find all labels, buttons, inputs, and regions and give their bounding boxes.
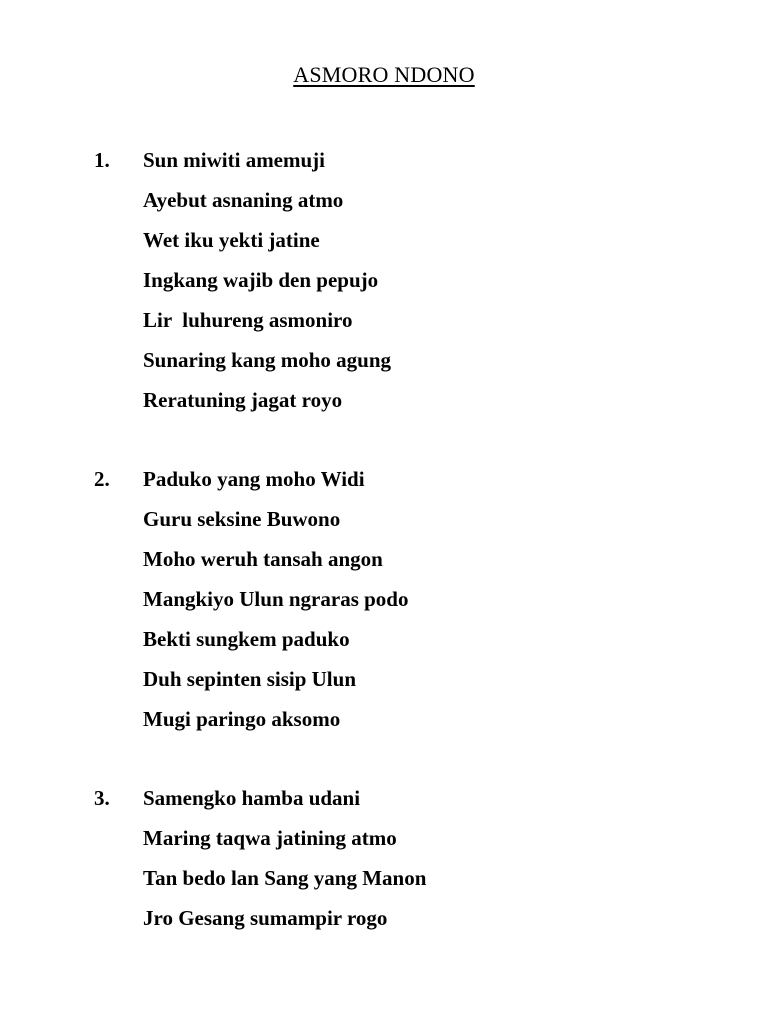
page-title: ASMORO NDONO	[293, 62, 475, 87]
verse-line: Moho weruh tansah angon	[143, 547, 383, 571]
verse-line: Mugi paringo aksomo	[143, 707, 341, 731]
verse-line: Samengko hamba udani	[143, 786, 361, 810]
verse-line: Sunaring kang moho agung	[143, 348, 392, 372]
verse-line: Tan bedo lan Sang yang Manon	[143, 866, 427, 890]
verse-line: Ayebut asnaning atmo	[143, 188, 344, 212]
verse-line: Paduko yang moho Widi	[143, 467, 365, 491]
verse-line: Mangkiyo Ulun ngraras podo	[143, 587, 409, 611]
verse-line: Ingkang wajib den pepujo	[143, 268, 379, 292]
verse-line: Maring taqwa jatining atmo	[143, 826, 397, 850]
verse-line: Wet iku yekti jatine	[143, 228, 320, 252]
stanza-number: 2.	[94, 467, 110, 491]
verse-line: Duh sepinten sisip Ulun	[143, 667, 357, 691]
stanza-number: 1.	[94, 148, 110, 172]
verse-line: Bekti sungkem paduko	[143, 627, 350, 651]
verse-line: Jro Gesang sumampir rogo	[143, 906, 388, 930]
verse-line: Lir luhureng asmoniro	[143, 308, 353, 332]
verse-line: Reratuning jagat royo	[143, 388, 343, 412]
verse-line: Guru seksine Buwono	[143, 507, 341, 531]
stanza-number: 3.	[94, 786, 110, 810]
verse-line: Sun miwiti amemuji	[143, 148, 326, 172]
